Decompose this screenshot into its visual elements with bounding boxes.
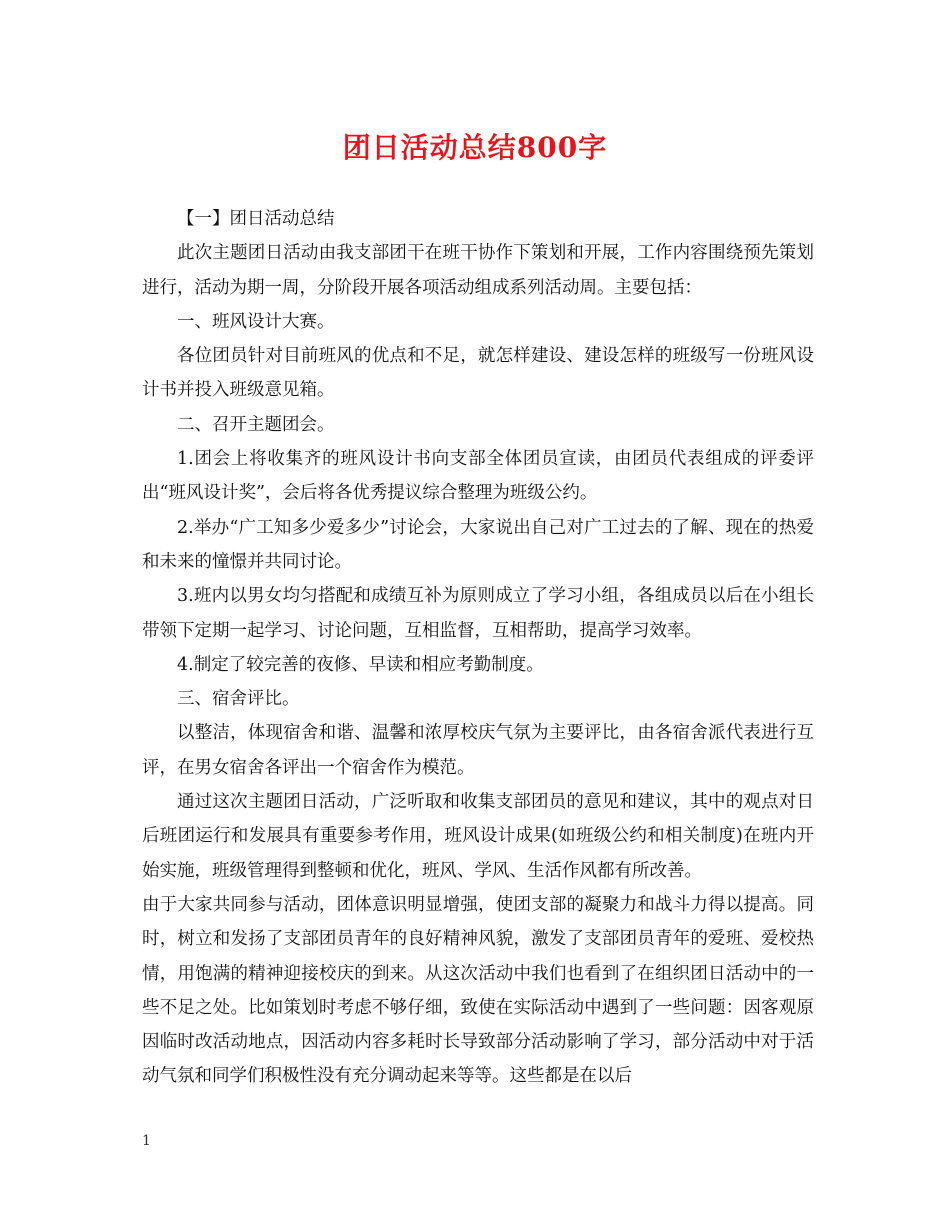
section-heading: 【一】团日活动总结 bbox=[177, 209, 335, 229]
paragraph: 以整洁，体现宿舍和谐、温馨和浓厚校庆气氛为主要评比，由各宿舍派代表进行互评，在男女宿舍各评出一个宿舍作为模范。 bbox=[142, 723, 814, 778]
list-heading: 三、宿舍评比。 bbox=[177, 689, 300, 710]
document-title: 团日活动总结800字 bbox=[342, 131, 608, 164]
list-item: 4.制定了较完善的夜修、早读和相应考勤制度。 bbox=[177, 654, 544, 675]
paragraph: 由于大家共同参与活动，团体意识明显增强，使团支部的凝聚力和战斗力得以提高。同时，树立和发扬了支部团员青年的良好精神风貌，激发了支部团员青年的爱班、爱校热情，用饱满的精神迎接校庆的到来。从这次活动中我们也看到了在组织团日活动中的一些不足之处。比如策划时考虑不够仔细，致使在实际活动中遇到了一些问题：因客观原因临时改活动地点，因活动内容多耗时长导致部分活动影响了学习，部分活动中对于活动气氛和同学们积极性没有充分调动起来等等。这些都是在以后 bbox=[142, 894, 814, 1087]
list-item: 3.班内以男女均匀搭配和成绩互补为原则成立了学习小组，各组成员以后在小组长带领下定期一起学习、讨论问题，互相监督，互相帮助，提高学习效率。 bbox=[142, 586, 814, 641]
paragraph: 此次主题团日活动由我支部团干在班干协作下策划和开展，工作内容围绕预先策划进行，活动为期一周，分阶段开展各项活动组成系列活动周。主要包括： bbox=[142, 243, 814, 298]
list-item: 1.团会上将收集齐的班风设计书向支部全体团员宣读，由团员代表组成的评委评出“班风设计奖”，会后将各优秀提议综合整理为班级公约。 bbox=[142, 449, 814, 504]
list-heading: 一、班风设计大赛。 bbox=[177, 311, 335, 332]
list-item: 2.举办“广工知多少爱多少”讨论会，大家说出自己对广工过去的了解、现在的热爱和未来的憧憬并共同讨论。 bbox=[142, 517, 814, 572]
document-body bbox=[142, 202, 814, 1094]
list-heading: 二、召开主题团会。 bbox=[177, 414, 335, 435]
paragraph: 通过这次主题团日活动，广泛听取和收集支部团员的意见和建议，其中的观点对日后班团运行和发展具有重要参考作用，班风设计成果(如班级公约和相关制度)在班内开始实施，班级管理得到整顿和优化，班风、学风、生活作风都有所改善。 bbox=[142, 792, 814, 881]
page-number: 1 bbox=[142, 1133, 151, 1149]
paragraph: 各位团员针对目前班风的优点和不足，就怎样建设、建设怎样的班级写一份班风设计书并投入班级意见箱。 bbox=[142, 346, 814, 401]
